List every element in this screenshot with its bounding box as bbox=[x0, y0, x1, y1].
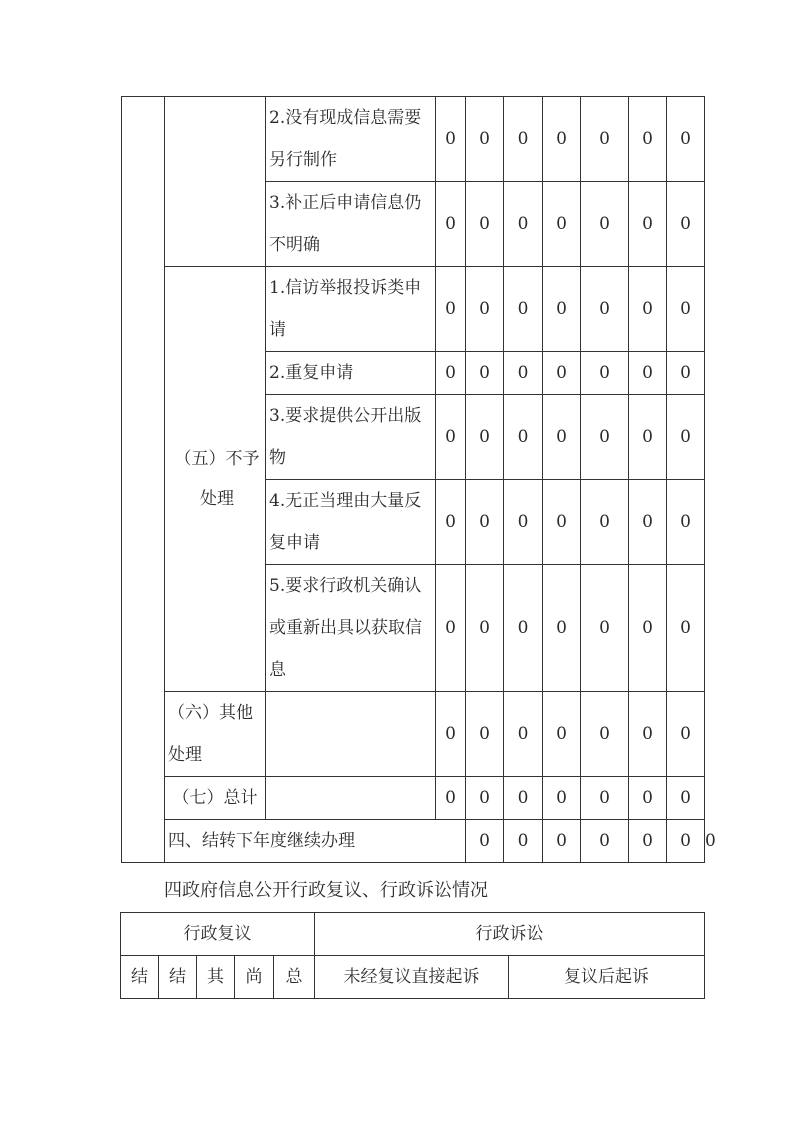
value-cell: 0 bbox=[466, 692, 504, 777]
row-label bbox=[266, 692, 436, 777]
value-cell: 0 bbox=[504, 97, 543, 182]
value-cell: 0 bbox=[543, 565, 581, 692]
table-row bbox=[122, 267, 705, 352]
table-row: 四、结转下年度继续办理 0 0 0 0 0 0 0 bbox=[122, 820, 705, 863]
value-cell: 0 bbox=[466, 480, 504, 565]
value-cell: 0 bbox=[466, 820, 504, 863]
value-cell: 0 bbox=[466, 352, 504, 395]
row-label: 3.补正后申请信息仍不明确 bbox=[266, 182, 436, 267]
value-cell: 0 bbox=[629, 97, 667, 182]
value-cell: 0 bbox=[581, 267, 629, 352]
review-litigation-table bbox=[120, 912, 705, 999]
value-cell: 0 bbox=[629, 565, 667, 692]
value-cell: 0 bbox=[504, 395, 543, 480]
value-cell: 0 bbox=[466, 565, 504, 692]
value-cell: 0 bbox=[581, 692, 629, 777]
value-cell: 0 bbox=[504, 565, 543, 692]
value-cell: 0 bbox=[581, 352, 629, 395]
value-cell: 0 bbox=[629, 480, 667, 565]
table-subheader-row bbox=[121, 956, 705, 999]
value-cell: 0 bbox=[543, 820, 581, 863]
value-cell: 0 bbox=[667, 97, 705, 182]
review-col-header: 总 bbox=[274, 956, 315, 999]
row-label: 1.信访举报投诉类申请 bbox=[266, 267, 436, 352]
value-cell: 0 bbox=[466, 395, 504, 480]
value-cell: 0 bbox=[629, 267, 667, 352]
value-cell: 0 bbox=[543, 480, 581, 565]
value-cell: 0 bbox=[629, 182, 667, 267]
review-col-header: 尚 bbox=[235, 956, 274, 999]
value-cell: 0 bbox=[667, 395, 705, 480]
value-cell: 0 bbox=[466, 267, 504, 352]
value-cell: 0 bbox=[543, 777, 581, 820]
value-cell: 0 bbox=[629, 395, 667, 480]
value-cell: 0 bbox=[581, 480, 629, 565]
value-cell: 0 bbox=[436, 395, 466, 480]
value-cell: 0 bbox=[581, 395, 629, 480]
value-cell: 0 bbox=[629, 820, 667, 863]
value-cell: 0 bbox=[543, 182, 581, 267]
value-cell: 0 bbox=[504, 777, 543, 820]
value-cell: 0 bbox=[667, 267, 705, 352]
value-cell: 0 bbox=[629, 692, 667, 777]
value-cell: 0 bbox=[543, 267, 581, 352]
litigation-direct-header: 未经复议直接起诉 bbox=[315, 956, 509, 999]
value-cell: 0 bbox=[543, 97, 581, 182]
value-cell: 0 bbox=[504, 820, 543, 863]
category-5-label: （五）不予处理 bbox=[165, 267, 266, 692]
value-cell: 0 bbox=[504, 692, 543, 777]
row-label: 4.无正当理由大量反复申请 bbox=[266, 480, 436, 565]
value-cell: 0 bbox=[436, 267, 466, 352]
header-admin-review: 行政复议 bbox=[121, 913, 315, 956]
table-row bbox=[122, 97, 705, 182]
value-cell: 0 bbox=[466, 777, 504, 820]
value-cell: 0 bbox=[581, 565, 629, 692]
value-cell: 0 bbox=[504, 182, 543, 267]
table-header-row bbox=[121, 913, 705, 956]
row-label: 2.没有现成信息需要另行制作 bbox=[266, 97, 436, 182]
row-label: 3.要求提供公开出版物 bbox=[266, 395, 436, 480]
value-cell: 0 bbox=[667, 777, 705, 820]
value-cell: 0 bbox=[543, 692, 581, 777]
value-cell: 0 bbox=[436, 565, 466, 692]
category-4-continued-cell bbox=[165, 97, 266, 267]
section-3-outer-cell bbox=[122, 97, 165, 863]
value-cell: 0 bbox=[436, 692, 466, 777]
category-7-label: （七）总计 bbox=[165, 777, 266, 820]
section-caption: 四政府信息公开行政复议、行政诉讼情况 bbox=[164, 880, 488, 901]
category-6-label: （六）其他处理 bbox=[165, 692, 266, 777]
value-cell: 0 bbox=[581, 820, 629, 863]
value-cell: 0 bbox=[436, 182, 466, 267]
value-cell: 0 bbox=[504, 480, 543, 565]
row-label: 5.要求行政机关确认或重新出具以获取信息 bbox=[266, 565, 436, 692]
review-col-header: 结 bbox=[159, 956, 197, 999]
row-label: 2.重复申请 bbox=[266, 352, 436, 395]
value-cell: 0 bbox=[436, 480, 466, 565]
disposition-table bbox=[121, 96, 716, 863]
value-cell: 0 bbox=[581, 182, 629, 267]
value-cell: 0 bbox=[629, 352, 667, 395]
table-row bbox=[122, 692, 705, 777]
value-cell: 0 bbox=[667, 480, 705, 565]
value-cell: 0 bbox=[466, 97, 504, 182]
value-cell: 0 bbox=[436, 777, 466, 820]
value-cell: 0 bbox=[667, 352, 705, 395]
value-cell: 0 bbox=[667, 182, 705, 267]
litigation-after-review-header: 复议后起诉 bbox=[509, 956, 705, 999]
value-cell: 0 bbox=[629, 777, 667, 820]
value-cell: 0 bbox=[543, 395, 581, 480]
value-cell: 0 bbox=[504, 352, 543, 395]
row-label bbox=[266, 777, 436, 820]
value-cell: 0 bbox=[436, 352, 466, 395]
value-cell: 0 bbox=[504, 267, 543, 352]
value-cell: 0 bbox=[581, 777, 629, 820]
value-cell: 0 bbox=[466, 182, 504, 267]
value-cell: 0 bbox=[667, 820, 705, 863]
review-col-header: 其 bbox=[197, 956, 235, 999]
value-cell: 0 bbox=[436, 97, 466, 182]
section-4-label: 四、结转下年度继续办理 bbox=[165, 820, 466, 863]
value-cell: 0 bbox=[581, 97, 629, 182]
value-cell: 0 bbox=[667, 692, 705, 777]
value-cell: 0 bbox=[543, 352, 581, 395]
review-col-header: 结 bbox=[121, 956, 159, 999]
header-admin-litigation: 行政诉讼 bbox=[315, 913, 705, 956]
value-cell: 0 bbox=[667, 565, 705, 692]
table-row bbox=[122, 777, 705, 820]
